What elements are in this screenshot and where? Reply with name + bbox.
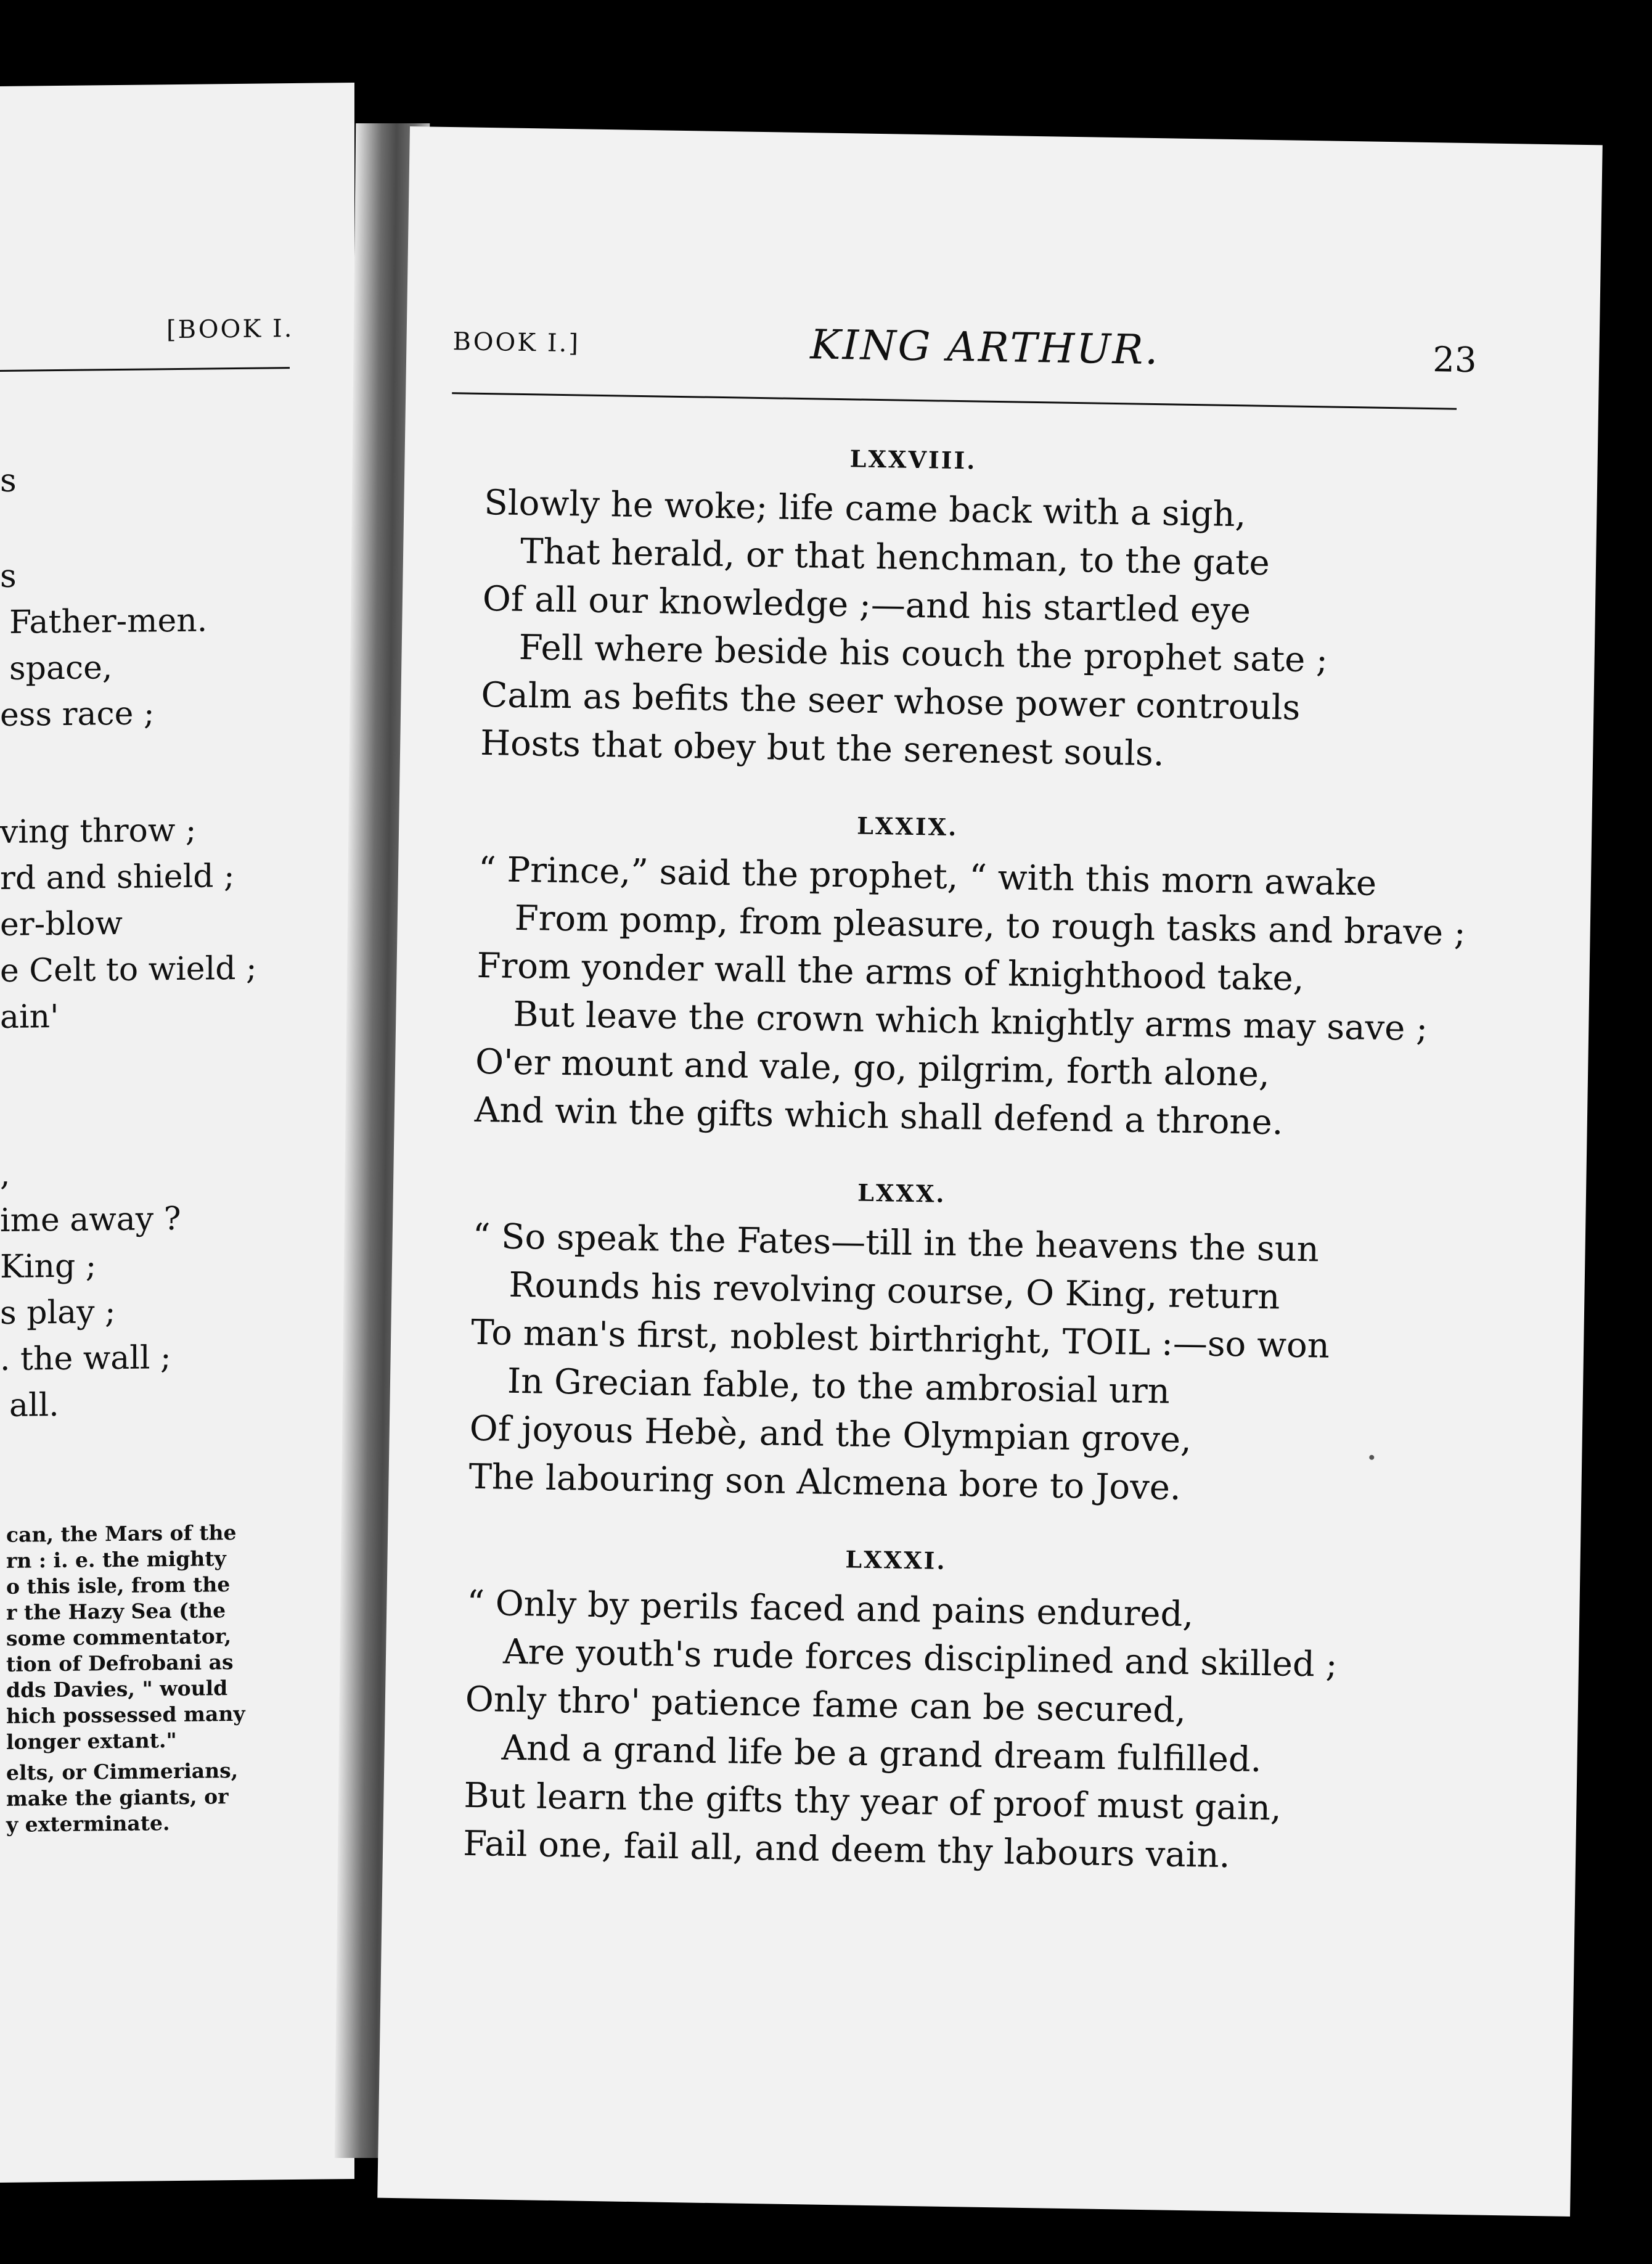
header-rule [452, 392, 1457, 410]
verse-line: Calm as befits the seer whose power controuls [481, 675, 1301, 728]
left-page-footnote-line: some commentator, [6, 1624, 232, 1651]
left-page-footnote-line: elts, or Cimmerians, [6, 1758, 239, 1785]
left-page-footnote-line: can, the Mars of the [6, 1520, 237, 1547]
verse-line: From yonder wall the arms of knighthood take, [476, 945, 1304, 999]
verse-line: Rounds his revolving course, O King, return [508, 1265, 1280, 1318]
verse-line: But learn the gifts thy year of proof must gain, [463, 1775, 1282, 1829]
verse-line: Fell where beside his couch the prophet sate ; [518, 627, 1328, 681]
left-page-line: , [0, 1155, 10, 1193]
right-page [377, 126, 1603, 2217]
verse-line: From pomp, from pleasure, to rough tasks and brave ; [514, 898, 1466, 954]
verse-line: Fail one, fail all, and deem thy labours vain. [462, 1823, 1230, 1876]
left-page-footnote-line: hich possessed many [6, 1701, 245, 1728]
verse-line: And a grand life be a grand dream fulfilled. [501, 1728, 1262, 1781]
stanza-lxxviii [480, 479, 1331, 781]
ink-speck [1369, 1455, 1374, 1460]
left-page-footnote-line: make the giants, or [6, 1784, 229, 1811]
verse-line: Slowly he woke; life came back with a sigh, [483, 482, 1246, 535]
left-page-footnote-line: r the Hazy Sea (the [6, 1598, 226, 1625]
running-header-book: BOOK I.] [452, 327, 581, 358]
left-page-header-rule [0, 367, 290, 372]
left-page-line: rd and shield ; [0, 858, 235, 897]
stanza-number: LXXVIII. [849, 445, 977, 475]
verse-line: To man's first, noblest birthright, TOIL :—so won [470, 1312, 1330, 1366]
left-page-line: s play ; [0, 1294, 116, 1332]
left-page-line: Father-men. [9, 602, 208, 641]
left-page-line: s [0, 557, 17, 595]
verse-line: Of joyous Hebè, and the Olympian grove, [469, 1408, 1192, 1461]
left-page-line: e Celt to wield ; [0, 949, 257, 990]
left-page-line: s [0, 462, 17, 499]
verse-line: O'er mount and vale, go, pilgrim, forth alone, [475, 1041, 1270, 1095]
stanza-lxxx [468, 1213, 1331, 1515]
left-page-line: all. [9, 1386, 59, 1424]
stanza-number: LXXX. [857, 1178, 946, 1208]
left-page-line: ain' [0, 998, 59, 1036]
left-page-line: . the wall ; [0, 1339, 171, 1378]
verse-line: But leave the crown which knightly arms may save ; [512, 994, 1428, 1049]
stanza-lxxxi [463, 1580, 1339, 1882]
left-page-footnote-line: rn : i. e. the mighty [6, 1546, 226, 1573]
left-page-line: space, [9, 649, 113, 687]
verse-line: “ Only by perils faced and pains endured, [466, 1583, 1194, 1635]
verse-line: Hosts that obey but the serenest souls. [480, 723, 1165, 774]
running-header-title: KING ARTHUR. [809, 321, 1160, 374]
verse-line: That herald, or that henchman, to the gate [520, 531, 1270, 583]
left-page-footnote-line: tion of Defrobani as [6, 1650, 234, 1676]
verse-line: In Grecian fable, to the ambrosial urn [507, 1361, 1171, 1412]
stanza-number: LXXIX. [856, 811, 959, 842]
left-page [0, 83, 354, 2183]
left-page-header: [BOOK I. [166, 314, 294, 345]
verse-line: Are youth's rude forces disciplined and skilled ; [502, 1631, 1338, 1685]
page-number: 23 [1432, 340, 1478, 381]
verse-line: The labouring son Alcmena bore to Jove. [468, 1456, 1182, 1508]
left-page-line: ess race ; [0, 695, 155, 734]
stanza-lxxix [474, 846, 1466, 1150]
left-page-footnote-line: o this isle, from the [6, 1572, 231, 1599]
left-page-footnote-line: longer extant." [6, 1728, 177, 1754]
left-page-line: ime away ? [0, 1200, 181, 1239]
stanza-number: LXXXI. [845, 1545, 947, 1575]
verse-line: Of all our knowledge ;—and his startled eye [482, 578, 1251, 631]
left-page-line: er-blow [0, 904, 123, 943]
left-page-line: King ; [0, 1247, 97, 1286]
left-page-footnote-line: dds Davies, " would [6, 1676, 228, 1702]
left-page-footnote-line: y exterminate. [6, 1811, 170, 1837]
left-page-line: ving throw ; [0, 811, 197, 851]
verse-line: Only thro' patience fame can be secured, [465, 1679, 1187, 1731]
verse-line: And win the gifts which shall defend a throne. [474, 1089, 1283, 1143]
verse-line: “ Prince,” said the prophet, “ with this morn awake [478, 849, 1377, 904]
verse-line: “ So speak the Fates—till in the heavens the sun [472, 1216, 1320, 1270]
